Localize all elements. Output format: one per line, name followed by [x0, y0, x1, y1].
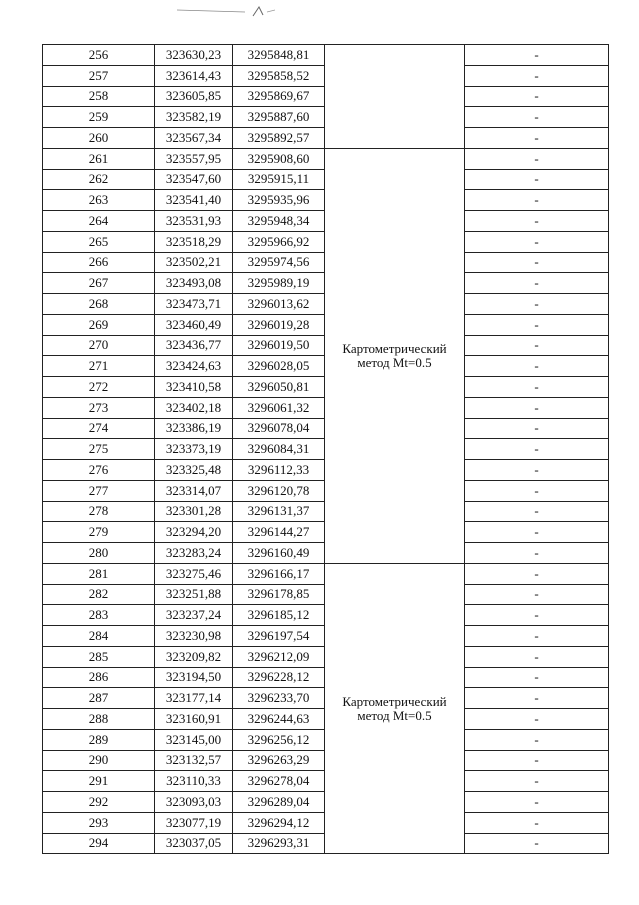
point-number-cell: 287	[43, 688, 155, 709]
y-coordinate-cell: 3295966,92	[233, 231, 325, 252]
x-coordinate-cell: 323177,14	[155, 688, 233, 709]
point-number-cell: 292	[43, 792, 155, 813]
y-coordinate-cell: 3295848,81	[233, 45, 325, 66]
point-number-cell: 267	[43, 273, 155, 294]
x-coordinate-cell: 323424,63	[155, 356, 233, 377]
x-coordinate-cell: 323460,49	[155, 314, 233, 335]
point-number-cell: 282	[43, 584, 155, 605]
y-coordinate-cell: 3296019,50	[233, 335, 325, 356]
note-cell: -	[465, 45, 609, 66]
x-coordinate-cell: 323194,50	[155, 667, 233, 688]
point-number-cell: 260	[43, 128, 155, 149]
note-cell: -	[465, 418, 609, 439]
x-coordinate-cell: 323237,24	[155, 605, 233, 626]
point-number-cell: 256	[43, 45, 155, 66]
y-coordinate-cell: 3296013,62	[233, 294, 325, 315]
point-number-cell: 274	[43, 418, 155, 439]
point-number-cell: 271	[43, 356, 155, 377]
x-coordinate-cell: 323275,46	[155, 563, 233, 584]
x-coordinate-cell: 323547,60	[155, 169, 233, 190]
x-coordinate-cell: 323518,29	[155, 231, 233, 252]
point-number-cell: 269	[43, 314, 155, 335]
y-coordinate-cell: 3296228,12	[233, 667, 325, 688]
note-cell: -	[465, 605, 609, 626]
point-number-cell: 259	[43, 107, 155, 128]
note-cell: -	[465, 750, 609, 771]
point-number-cell: 291	[43, 771, 155, 792]
y-coordinate-cell: 3296028,05	[233, 356, 325, 377]
x-coordinate-cell: 323160,91	[155, 709, 233, 730]
point-number-cell: 283	[43, 605, 155, 626]
x-coordinate-cell: 323093,03	[155, 792, 233, 813]
note-cell: -	[465, 65, 609, 86]
y-coordinate-cell: 3296050,81	[233, 377, 325, 398]
note-cell: -	[465, 584, 609, 605]
note-cell: -	[465, 460, 609, 481]
method-cell: Картометрический метод Mt=0.5	[325, 563, 465, 854]
note-cell: -	[465, 107, 609, 128]
note-cell: -	[465, 128, 609, 149]
note-cell: -	[465, 833, 609, 854]
point-number-cell: 285	[43, 646, 155, 667]
x-coordinate-cell: 323132,57	[155, 750, 233, 771]
note-cell: -	[465, 522, 609, 543]
y-coordinate-cell: 3296185,12	[233, 605, 325, 626]
x-coordinate-cell: 323630,23	[155, 45, 233, 66]
point-number-cell: 277	[43, 480, 155, 501]
point-number-cell: 257	[43, 65, 155, 86]
y-coordinate-cell: 3295892,57	[233, 128, 325, 149]
note-cell: -	[465, 543, 609, 564]
point-number-cell: 263	[43, 190, 155, 211]
note-cell: -	[465, 231, 609, 252]
y-coordinate-cell: 3296197,54	[233, 626, 325, 647]
y-coordinate-cell: 3295887,60	[233, 107, 325, 128]
y-coordinate-cell: 3296233,70	[233, 688, 325, 709]
note-cell: -	[465, 190, 609, 211]
note-cell: -	[465, 480, 609, 501]
table-row	[43, 148, 609, 169]
x-coordinate-cell: 323373,19	[155, 439, 233, 460]
point-number-cell: 268	[43, 294, 155, 315]
x-coordinate-cell: 323077,19	[155, 812, 233, 833]
point-number-cell: 264	[43, 211, 155, 232]
y-coordinate-cell: 3296160,49	[233, 543, 325, 564]
method-cell	[325, 45, 465, 149]
y-coordinate-cell: 3296256,12	[233, 729, 325, 750]
point-number-cell: 289	[43, 729, 155, 750]
x-coordinate-cell: 323582,19	[155, 107, 233, 128]
y-coordinate-cell: 3296293,31	[233, 833, 325, 854]
coordinates-table-body	[43, 45, 609, 854]
y-coordinate-cell: 3296112,33	[233, 460, 325, 481]
note-cell: -	[465, 729, 609, 750]
point-number-cell: 288	[43, 709, 155, 730]
point-number-cell: 293	[43, 812, 155, 833]
y-coordinate-cell: 3296166,17	[233, 563, 325, 584]
note-cell: -	[465, 273, 609, 294]
x-coordinate-cell: 323614,43	[155, 65, 233, 86]
note-cell: -	[465, 335, 609, 356]
point-number-cell: 270	[43, 335, 155, 356]
x-coordinate-cell: 323301,28	[155, 501, 233, 522]
x-coordinate-cell: 323230,98	[155, 626, 233, 647]
y-coordinate-cell: 3296120,78	[233, 480, 325, 501]
note-cell: -	[465, 646, 609, 667]
y-coordinate-cell: 3295948,34	[233, 211, 325, 232]
coordinates-table	[42, 44, 609, 854]
y-coordinate-cell: 3295935,96	[233, 190, 325, 211]
x-coordinate-cell: 323567,34	[155, 128, 233, 149]
point-number-cell: 276	[43, 460, 155, 481]
x-coordinate-cell: 323541,40	[155, 190, 233, 211]
x-coordinate-cell: 323283,24	[155, 543, 233, 564]
y-coordinate-cell: 3296244,63	[233, 709, 325, 730]
y-coordinate-cell: 3296061,32	[233, 397, 325, 418]
note-cell: -	[465, 688, 609, 709]
x-coordinate-cell: 323410,58	[155, 377, 233, 398]
point-number-cell: 265	[43, 231, 155, 252]
point-number-cell: 262	[43, 169, 155, 190]
point-number-cell: 294	[43, 833, 155, 854]
note-cell: -	[465, 792, 609, 813]
note-cell: -	[465, 377, 609, 398]
table-row	[43, 45, 609, 66]
note-cell: -	[465, 709, 609, 730]
x-coordinate-cell: 323294,20	[155, 522, 233, 543]
point-number-cell: 279	[43, 522, 155, 543]
y-coordinate-cell: 3295908,60	[233, 148, 325, 169]
note-cell: -	[465, 563, 609, 584]
note-cell: -	[465, 356, 609, 377]
x-coordinate-cell: 323402,18	[155, 397, 233, 418]
note-cell: -	[465, 314, 609, 335]
x-coordinate-cell: 323251,88	[155, 584, 233, 605]
y-coordinate-cell: 3295869,67	[233, 86, 325, 107]
y-coordinate-cell: 3296263,29	[233, 750, 325, 771]
note-cell: -	[465, 252, 609, 273]
x-coordinate-cell: 323325,48	[155, 460, 233, 481]
y-coordinate-cell: 3296019,28	[233, 314, 325, 335]
note-cell: -	[465, 86, 609, 107]
x-coordinate-cell: 323605,85	[155, 86, 233, 107]
x-coordinate-cell: 323145,00	[155, 729, 233, 750]
note-cell: -	[465, 667, 609, 688]
point-number-cell: 280	[43, 543, 155, 564]
x-coordinate-cell: 323386,19	[155, 418, 233, 439]
y-coordinate-cell: 3296131,37	[233, 501, 325, 522]
note-cell: -	[465, 626, 609, 647]
note-cell: -	[465, 211, 609, 232]
x-coordinate-cell: 323531,93	[155, 211, 233, 232]
y-coordinate-cell: 3296294,12	[233, 812, 325, 833]
note-cell: -	[465, 771, 609, 792]
point-number-cell: 281	[43, 563, 155, 584]
point-number-cell: 258	[43, 86, 155, 107]
y-coordinate-cell: 3295915,11	[233, 169, 325, 190]
point-number-cell: 286	[43, 667, 155, 688]
table-row	[43, 563, 609, 584]
point-number-cell: 272	[43, 377, 155, 398]
x-coordinate-cell: 323436,77	[155, 335, 233, 356]
note-cell: -	[465, 169, 609, 190]
y-coordinate-cell: 3296212,09	[233, 646, 325, 667]
point-number-cell: 261	[43, 148, 155, 169]
x-coordinate-cell: 323473,71	[155, 294, 233, 315]
x-coordinate-cell: 323557,95	[155, 148, 233, 169]
x-coordinate-cell: 323493,08	[155, 273, 233, 294]
note-cell: -	[465, 439, 609, 460]
point-number-cell: 290	[43, 750, 155, 771]
y-coordinate-cell: 3295974,56	[233, 252, 325, 273]
note-cell: -	[465, 294, 609, 315]
y-coordinate-cell: 3296278,04	[233, 771, 325, 792]
x-coordinate-cell: 323110,33	[155, 771, 233, 792]
y-coordinate-cell: 3295989,19	[233, 273, 325, 294]
point-number-cell: 275	[43, 439, 155, 460]
note-cell: -	[465, 812, 609, 833]
point-number-cell: 273	[43, 397, 155, 418]
point-number-cell: 278	[43, 501, 155, 522]
note-cell: -	[465, 148, 609, 169]
y-coordinate-cell: 3296178,85	[233, 584, 325, 605]
y-coordinate-cell: 3296084,31	[233, 439, 325, 460]
point-number-cell: 284	[43, 626, 155, 647]
x-coordinate-cell: 323037,05	[155, 833, 233, 854]
x-coordinate-cell: 323209,82	[155, 646, 233, 667]
x-coordinate-cell: 323314,07	[155, 480, 233, 501]
note-cell: -	[465, 501, 609, 522]
x-coordinate-cell: 323502,21	[155, 252, 233, 273]
point-number-cell: 266	[43, 252, 155, 273]
method-cell: Картометрический метод Mt=0.5	[325, 148, 465, 563]
y-coordinate-cell: 3296144,27	[233, 522, 325, 543]
y-coordinate-cell: 3296078,04	[233, 418, 325, 439]
y-coordinate-cell: 3296289,04	[233, 792, 325, 813]
y-coordinate-cell: 3295858,52	[233, 65, 325, 86]
scan-artifact-mark	[175, 4, 285, 18]
note-cell: -	[465, 397, 609, 418]
